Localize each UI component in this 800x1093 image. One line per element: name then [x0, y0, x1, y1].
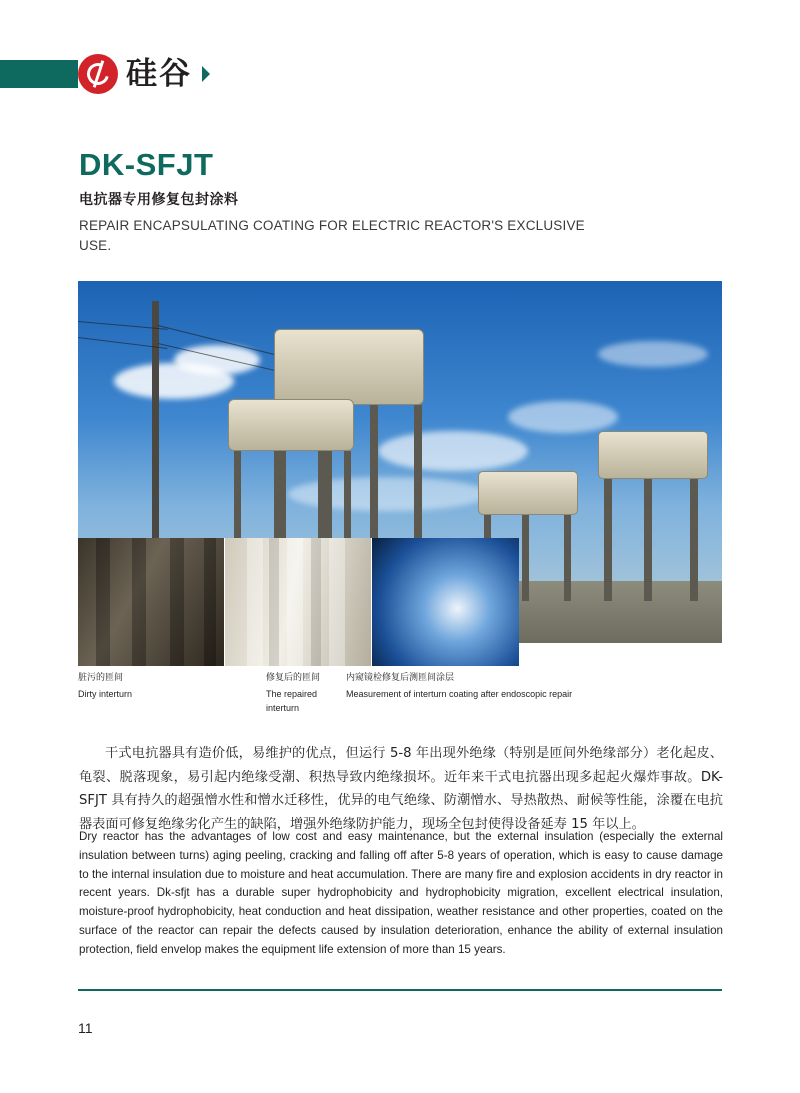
caption-dirty-interturn — [78, 672, 218, 702]
slat-shape — [269, 538, 279, 666]
page-number: 11 — [78, 1020, 93, 1036]
caption-english: Measurement of interturn coating after endoscopic repair — [346, 688, 573, 699]
reactor-coil — [598, 431, 708, 479]
cloud-shape — [508, 401, 618, 433]
slat-shape — [204, 538, 216, 666]
reactor-coil — [228, 399, 354, 451]
figure-captions — [78, 672, 638, 716]
thumbnail-endoscopic-measurement — [372, 538, 519, 666]
caption-english: Dirty interturn — [78, 688, 133, 699]
page-header — [0, 48, 800, 100]
logo-text: 硅谷 — [126, 55, 192, 92]
reactor-support — [564, 515, 571, 601]
caption-chinese: 修复后的匝间 — [266, 673, 321, 683]
title-block — [79, 148, 599, 255]
reactor-coil — [478, 471, 578, 515]
company-logo — [78, 48, 202, 100]
thumbnail-strip — [78, 538, 521, 666]
siligu-circular-logo-icon — [78, 54, 118, 94]
cloud-shape — [598, 341, 708, 367]
caption-english: The repaired interturn — [266, 688, 318, 713]
slat-shape — [170, 538, 184, 666]
slat-shape — [247, 538, 263, 666]
caption-repaired-interturn — [266, 672, 346, 716]
slat-shape — [132, 538, 146, 666]
caption-endoscopic-measurement — [346, 672, 636, 702]
thumbnail-dirty-interturn — [78, 538, 225, 666]
slat-shape — [96, 538, 110, 666]
caption-chinese: 脏污的匝间 — [78, 673, 124, 683]
page-title: DK-SFJT — [79, 147, 214, 182]
subtitle-chinese: 电抗器专用修复包封涂料 — [79, 192, 239, 209]
reactor-support — [644, 479, 652, 601]
slat-shape — [287, 538, 303, 666]
caption-chinese: 内窥镜检修复后测匝间涂层 — [346, 673, 455, 683]
reactor-support — [604, 479, 612, 601]
reactor-support — [690, 479, 698, 601]
body-paragraph-english: Dry reactor has the advantages of low cost and easy maintenance, but the external insulation (especially the external insulation between turns) aging peeling, cracking and falling off after 5-8 years of operation, which is easy to cause damage to the internal insulation due to moisture and heat accumulation. There are many fire and explosion accidents in dry reactor in recent years. Dk-sfjt has a durable super hydrophobicity and hydrophobicity migration, excellent electrical insulation, moisture-proof hydrophobicity, heat conduction and heat dissipation, weather resistance and other properties, coated on the surface of the reactor can repair the defects caused by insulation deterioration, enhance the ability of external insulation protection, field envelop makes the equipment life extension of more than 15 years. — [79, 830, 723, 956]
slat-shape — [311, 538, 321, 666]
footer-divider — [78, 989, 722, 991]
thumbnail-repaired-interturn — [225, 538, 372, 666]
reactor-coil — [274, 329, 424, 405]
subtitle-english: REPAIR ENCAPSULATING COATING FOR ELECTRIC REACTOR'S EXCLUSIVE USE. — [79, 218, 585, 253]
body-paragraph-chinese: 干式电抗器具有造价低，易维护的优点，但运行 5-8 年出现外绝缘（特别是匝间外绝缘部分）老化起皮、龟裂、脱落现象，易引起内绝缘受潮、积热导致内绝缘损坏。近年来干式电抗器出现多起起火爆炸事故。DK-SFJT 具有持久的超强憎水性和憎水迁移性，优异的电气绝缘、防潮憎水、导热散热、耐候等性能，涂覆在电抗器表面可修复绝缘劣化产生的缺陷，增强外绝缘防护能力，现场全包封使得设备延寿 15 年以上。 — [79, 746, 723, 832]
slat-shape — [329, 538, 345, 666]
reactor-support — [522, 515, 529, 601]
cloud-shape — [378, 431, 528, 471]
